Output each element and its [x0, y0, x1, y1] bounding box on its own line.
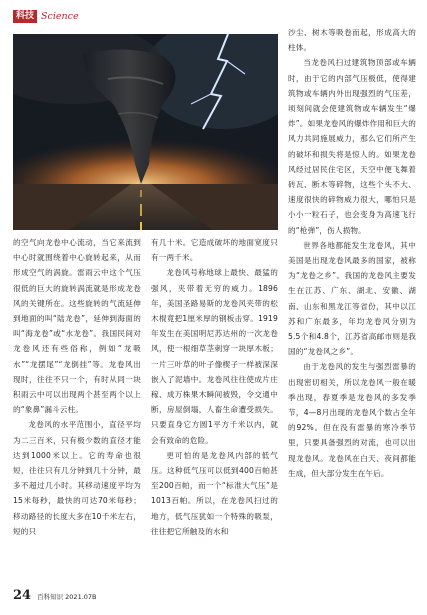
paragraph: 龙卷风的水平范围小，直径平均为二三百米，只有极少数的直径才能达到1000米以上。它的寿命也很短，往往只有几分钟到几十分钟，最多不超过几小时。其移动速度平均为15米每秒，最快的可达70米每秒；移动路径的长度大多在10千米左右，短的只: [13, 420, 141, 536]
paragraph: 由于龙卷风的发生与强烈雷暴的出现密切相关，所以龙卷风一般在暖季出现，春夏季是龙卷风的多发季节，4—8月出现的龙卷风个数占全年的92%。但在没有雷暴的寒冷季节里，只要具备强烈的对流，也可以出现龙卷风。龙卷风在白天、夜间都能生成，但大部分发生在午后。: [288, 362, 416, 478]
paragraph: 龙卷风号称地球上最快、最猛的强风，夹带着无穷的威力。1896年，美国圣路易斯的龙卷风夹带的松木棍竟把1厘米厚的钢板击穿。1919年发生在美国明尼苏达州的一次龙卷风，使一根细草茎刺穿一块厚木板；一片三叶草的叶子像楔子一样被深深嵌入了泥墙中。龙卷风往往使成片庄稼、成万株果木瞬间被毁，令交通中断，房屋倒塌，人畜生命遭受损失。只要直身它方圆1平方千米以内，就会有致命的危险。: [151, 268, 278, 445]
text-column-2: [151, 235, 278, 539]
paragraph: 当龙卷风扫过建筑物顶部或车辆时，由于它的内部气压极低，使得建筑物或车辆内外出现强烈的气压差，顷刻间就会使建筑物或车辆发生“爆炸”。如果龙卷风的爆炸作用和巨大的风力共同施展威力，那么它们所产生的破坏和损失将是惊人的。如果龙卷风经过居民住宅区，天空中便飞舞着砖瓦、断木等碎物，这些个头不大、速度很快的碎物威力很大，哪怕只是小小一粒石子，也会变身为高速飞行的“枪弹”，伤人损物。: [288, 58, 416, 235]
paragraph: 有几十米。它造成破坏的地面宽度只有一两千米。: [151, 238, 278, 263]
journal-issue: 百科知识 2021.07B: [37, 593, 97, 601]
section-english-label: Science: [41, 10, 79, 22]
tornado-photo: [13, 34, 278, 230]
section-tag: 科技: [13, 10, 37, 23]
paragraph: 世界各地都能发生龙卷风，其中美国是出现龙卷风最多的国家，被称为“龙卷之乡”。我国的龙卷风主要发生在江苏、广东、湖北、安徽、湖南、山东和黑龙江等省份，其中以江苏和广东最多，年均龙卷风分别为5.5个和4.8个，江苏省高邮市则是我国的“龙卷风之乡”。: [288, 240, 416, 357]
page-number: 24: [13, 588, 32, 603]
paragraph: 沙尘、树木等吸卷而起，形成高大的柱体。: [288, 28, 416, 53]
section-header: [13, 9, 79, 23]
text-column-1: [13, 235, 141, 539]
paragraph: 的空气向龙卷中心流动，当它来流到中心时就围绕着中心旋转起来，从而形成空气的涡旋。雷雨云中这个气压很低的巨大的旋转涡流就是形成龙卷风的关键所在。这些旋转的气流延伸到地面的叫“陆龙卷”，延伸到海面的叫“海龙卷”或“水龙卷”。我国民间对龙卷风还有些俗称，例如“龙吸水”“龙摆尾”“龙倒挂”等。龙卷风出现时，往往不只一个，有时从同一块积雨云中可以出现两个甚至两个以上的“象鼻”漏斗云柱。: [13, 238, 141, 415]
text-column-3: [288, 25, 416, 481]
paragraph: 更可怕的是龙卷风内部的低气压。这种低气压可以低到400百帕甚至200百帕，而一个“标准大气压”是1013百帕。所以，在龙卷风扫过的地方，低气压犹如一个特殊的吸泵，往往把它所触及的水和: [151, 450, 278, 536]
tornado-illustration: [13, 34, 278, 230]
page-footer: [13, 588, 97, 603]
